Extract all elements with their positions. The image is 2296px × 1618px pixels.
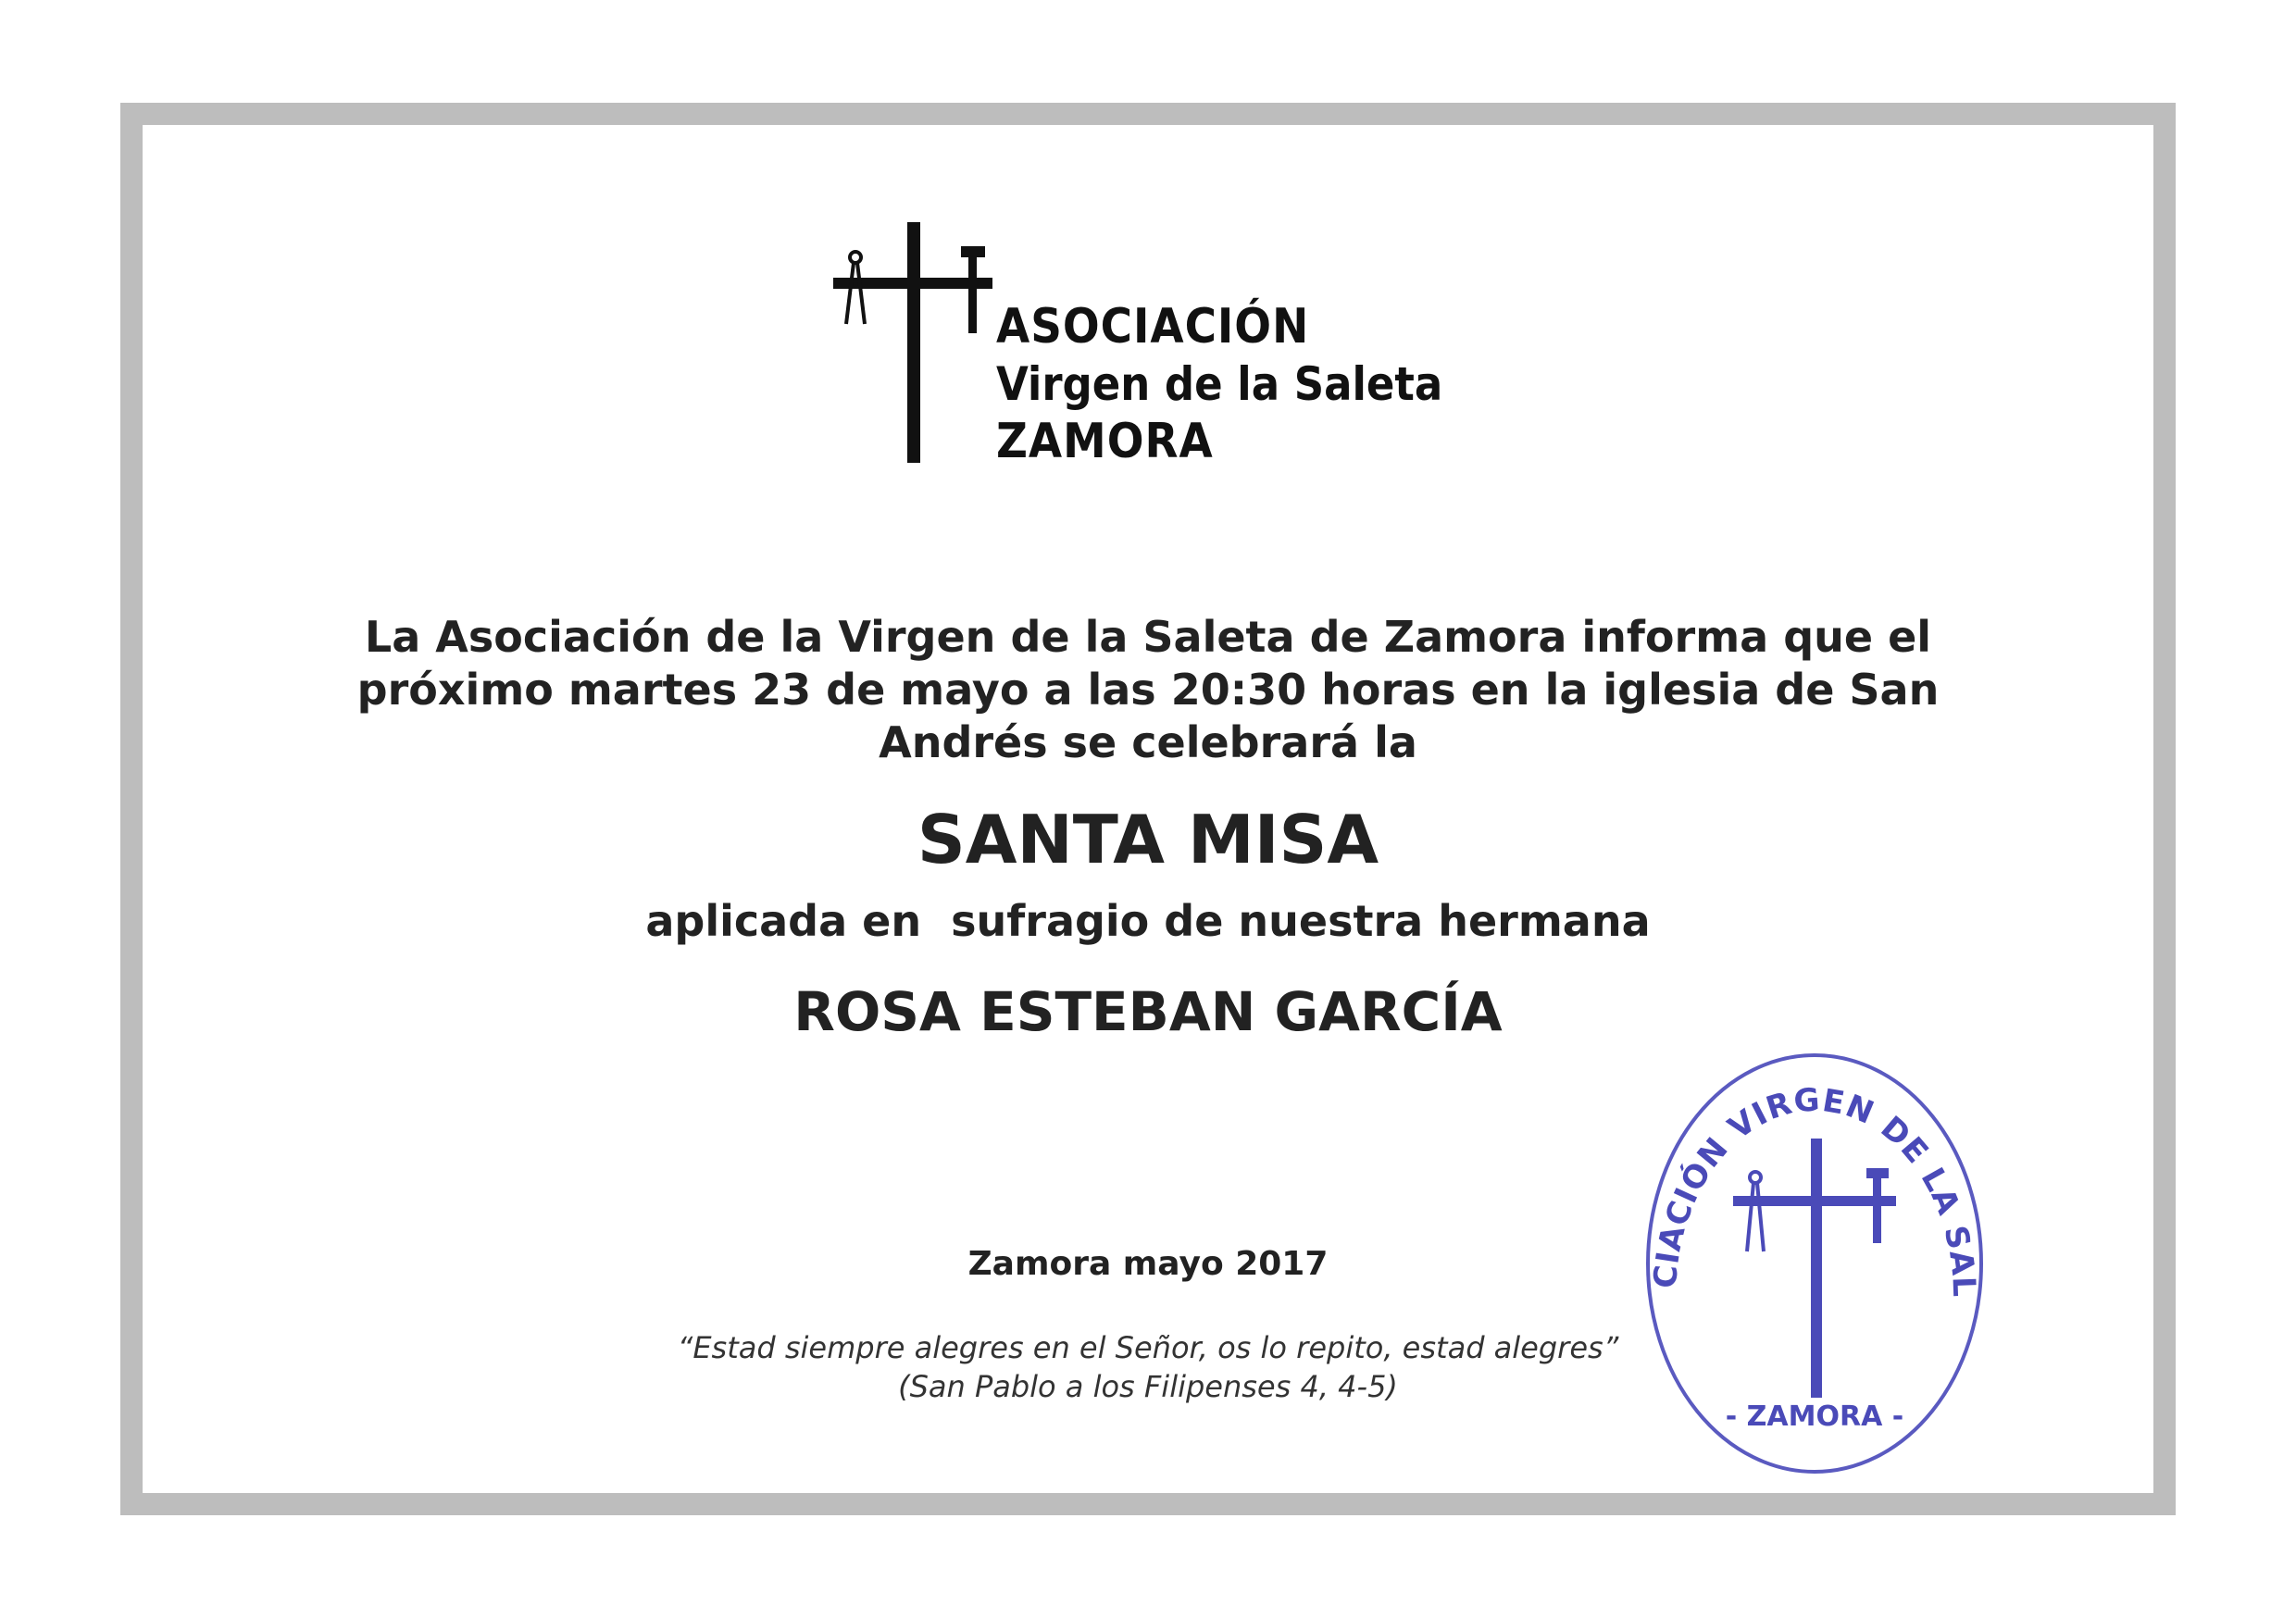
date-line: Zamora mayo 2017 [967, 1245, 1329, 1283]
association-logo [831, 220, 1498, 470]
mass-title: SANTA MISA [917, 801, 1379, 878]
mass-subtitle: aplicada en sufragio de nuestra hermana [645, 896, 1651, 946]
logo-text [996, 298, 1442, 470]
logo-line-1: ASOCIACIÓN [996, 299, 1310, 355]
quote-citation: (San Pablo a los Filipenses 4, 4-5) [898, 1369, 1398, 1404]
intro-paragraph [0, 611, 2296, 769]
intro-line-3: Andrés se celebrará la [879, 717, 1417, 767]
quote-text: “Estad siempre alegres en el Señor, os lo repito, estad alegres” [677, 1330, 1619, 1365]
svg-text:ASOCIACIÓN VIRGEN DE LA SALETA: CIACIÓN VIRGEN DE LA SAL [1646, 1081, 1983, 1299]
logo-line-2: Virgen de la Saleta [996, 357, 1443, 411]
intro-line-2: próximo martes 23 de mayo a las 20:30 horas en la iglesia de San [356, 665, 1940, 715]
cross-tools-icon [831, 220, 1007, 466]
intro-line-1: La Asociación de la Virgen de la Saleta de Zamora informa que el [364, 612, 1932, 662]
svg-text:- ZAMORA -: - ZAMORA - [1725, 1400, 1904, 1433]
logo-line-3: ZAMORA [996, 414, 1214, 469]
seal-stamp-icon [1639, 1046, 1990, 1481]
association-seal [1639, 1046, 1990, 1481]
deceased-name: ROSA ESTEBAN GARCÍA [793, 980, 1503, 1043]
